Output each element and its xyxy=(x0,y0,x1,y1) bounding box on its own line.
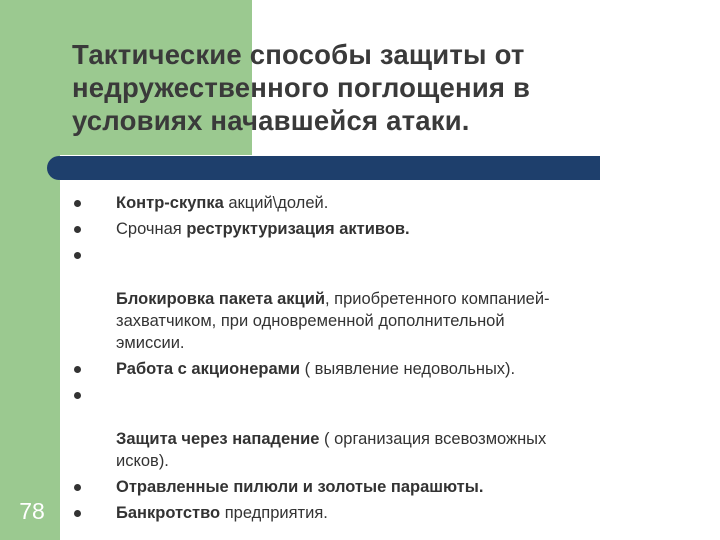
bullet-icon xyxy=(74,510,81,517)
item-bold-text: Банкротство xyxy=(116,504,221,522)
item-text: акций\долей. xyxy=(223,194,329,212)
item-bold-text: реструктуризация активов. xyxy=(186,220,410,238)
item-text: предприятия. xyxy=(220,504,328,522)
item-bold-text: Работа с акционерами xyxy=(116,360,300,378)
bullet-icon xyxy=(74,200,81,207)
list-item xyxy=(72,358,652,380)
item-text: ( организация всевозможных исков). xyxy=(116,430,547,470)
item-text: Срочная xyxy=(116,220,187,238)
bullet-icon xyxy=(74,252,81,259)
list-item xyxy=(72,502,652,524)
item-text: , приобретенного компанией- захватчиком, при одновременной дополнительной эмиссии. xyxy=(116,290,550,352)
title-divider-bar xyxy=(60,156,600,180)
list-item xyxy=(72,244,652,354)
bullet-list xyxy=(72,192,652,528)
page-number: 78 xyxy=(19,498,45,524)
list-item xyxy=(72,218,652,240)
item-bold-text: Контр-скупка xyxy=(116,194,224,212)
item-bold-text: Отравленные пилюли и золотые парашюты. xyxy=(116,478,484,496)
bullet-icon xyxy=(74,392,81,399)
bullet-icon xyxy=(74,484,81,491)
list-item xyxy=(72,476,652,498)
item-bold-text: Блокировка пакета акций xyxy=(116,290,325,308)
bullet-icon xyxy=(74,226,81,233)
list-item xyxy=(72,384,652,472)
item-text: ( выявление недовольных). xyxy=(299,360,516,378)
bullet-icon xyxy=(74,366,81,373)
slide-title: Тактические способы защиты от недружественного поглощения в условиях начавшейся атаки. xyxy=(72,39,531,136)
list-item xyxy=(72,192,652,214)
item-bold-text: Защита через нападение xyxy=(116,430,320,448)
